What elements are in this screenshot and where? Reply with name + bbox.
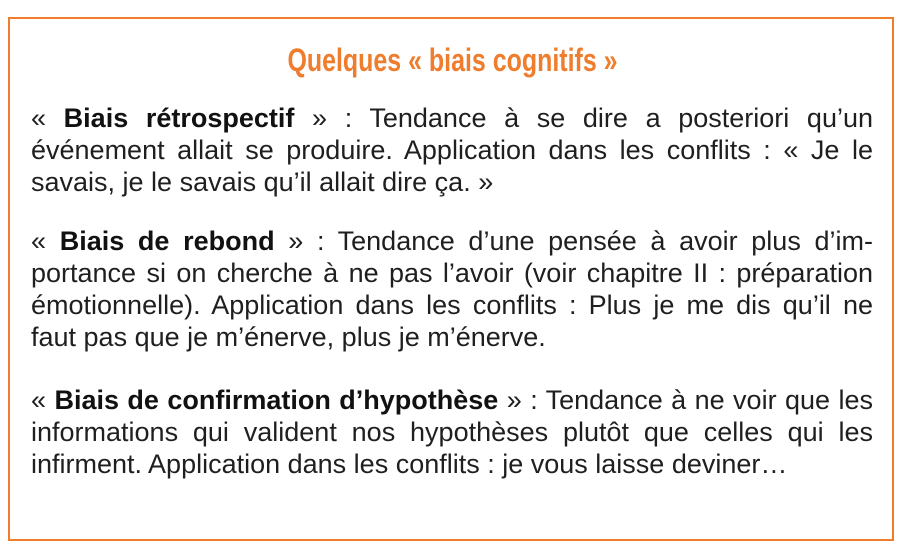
definition-text: : Tendance à se dire a posteriori qu’un événement allait se produire. Application dans les conflits : « Je le savais, je le savais qu’il allait dire ça. » xyxy=(31,103,873,197)
quote-close: » xyxy=(274,226,317,256)
paragraph-hindsight-bias xyxy=(31,102,873,198)
quote-open: « xyxy=(31,103,64,133)
definition-text: : Tendance à ne voir que les informations qui valident nos hypothèses plutôt que celles qui les infirment. Application dans les conflits : je vous laisse deviner… xyxy=(31,385,873,479)
quote-close: » xyxy=(294,103,345,133)
box-title: Quelques « biais cognitifs » xyxy=(287,42,618,78)
definition-text: : Tendance d’une pensée à avoir plus d’importance si on cherche à ne pas l’avoir (voir chapitre II : préparation émotionnelle). Application dans les conflits : Plus je me dis qu’il ne faut pas que je m’énerve, plus je m’énerve. xyxy=(31,226,874,352)
term-confirmation-bias: Biais de confirmation d’hypothèse xyxy=(54,385,499,415)
quote-open: « xyxy=(31,226,60,256)
paragraph-confirmation-bias xyxy=(31,384,873,480)
quote-close: » xyxy=(498,385,531,415)
paragraph-rebound-bias xyxy=(31,225,873,353)
quote-open: « xyxy=(31,385,55,415)
term-hindsight-bias: Biais rétrospectif xyxy=(63,103,295,133)
term-rebound-bias: Biais de rebond xyxy=(59,226,275,256)
